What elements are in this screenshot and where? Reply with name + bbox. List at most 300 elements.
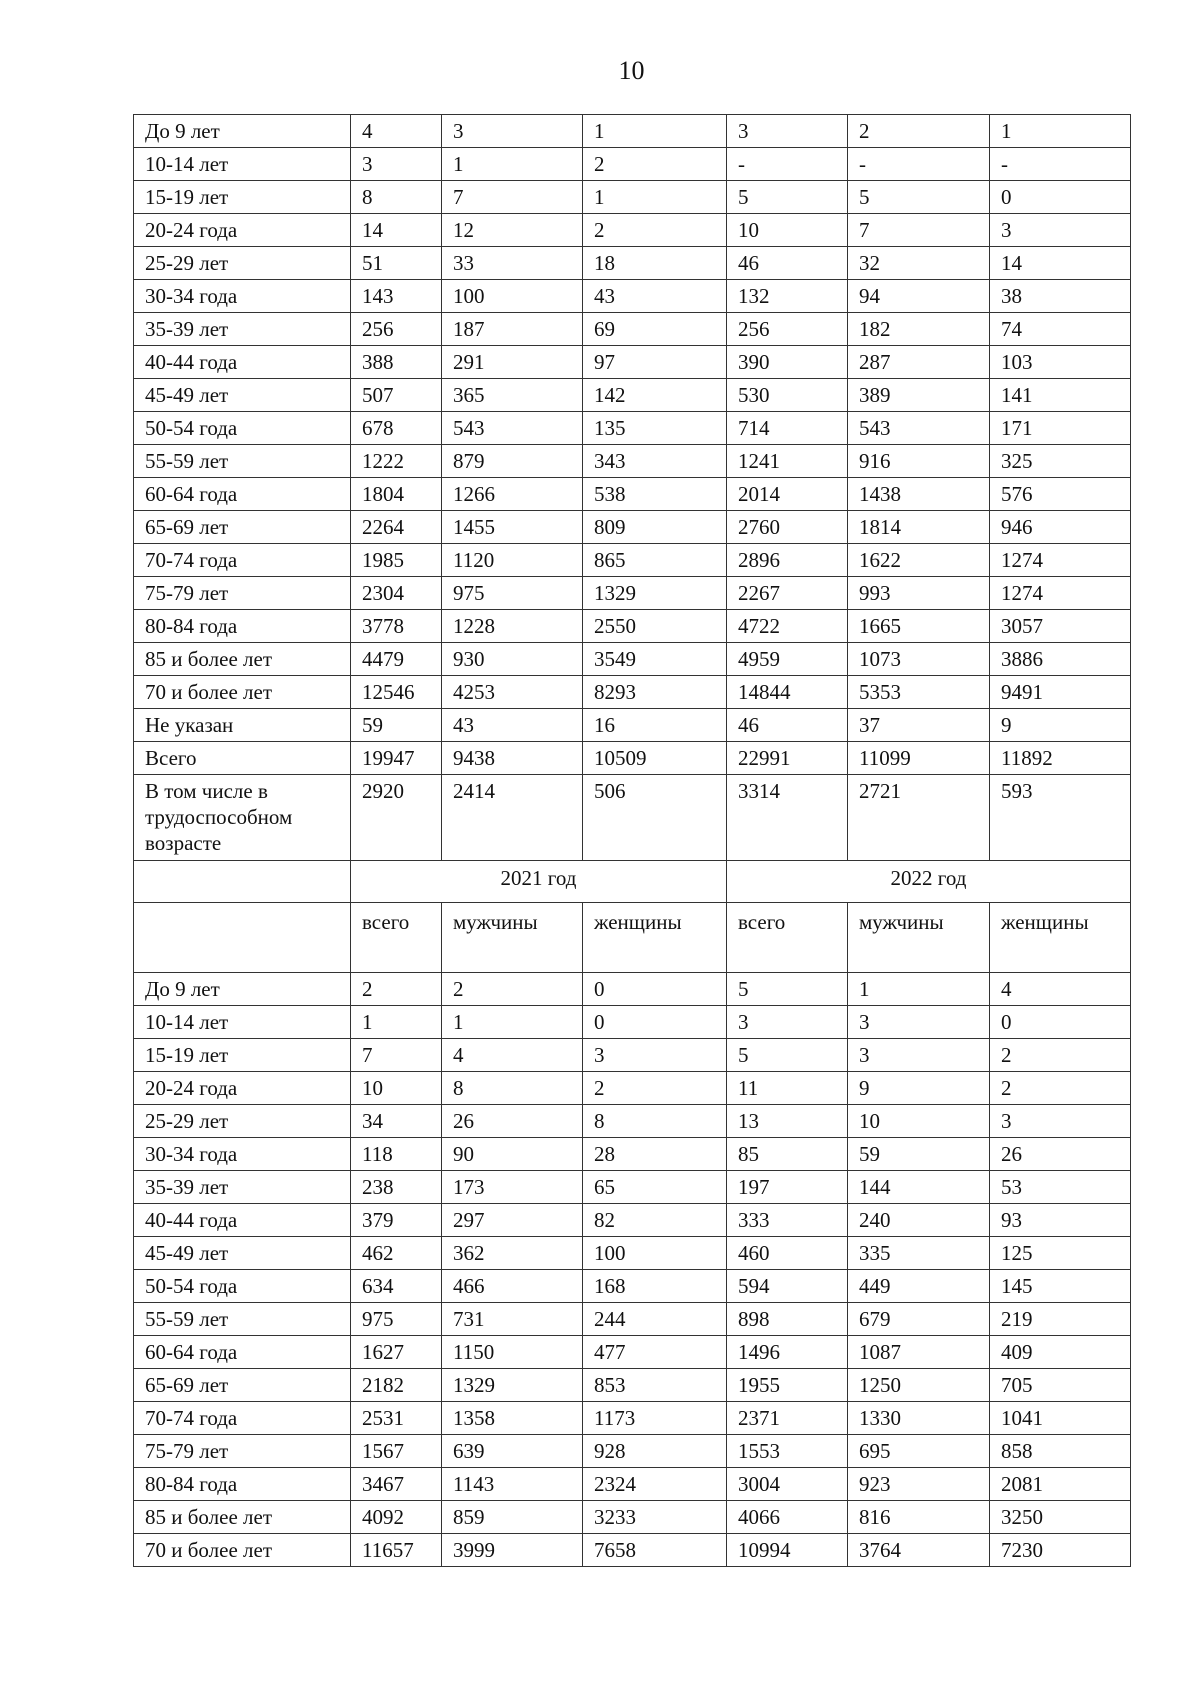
table-row	[134, 478, 1131, 511]
cell-value: 5	[727, 1039, 848, 1072]
cell-value: 1553	[727, 1435, 848, 1468]
cell-value: 10509	[583, 742, 727, 775]
cell-value: 2081	[990, 1468, 1131, 1501]
table-row	[134, 511, 1131, 544]
year-header-2021: 2021 год	[351, 861, 727, 903]
year-header-row	[134, 861, 1131, 903]
cell-value: 916	[848, 445, 990, 478]
cell-value: 12546	[351, 676, 442, 709]
row-label: 75-79 лет	[134, 1435, 351, 1468]
cell-value: 38	[990, 280, 1131, 313]
cell-value: 1120	[442, 544, 583, 577]
cell-value: 34	[351, 1105, 442, 1138]
cell-value: 4066	[727, 1501, 848, 1534]
row-label: 55-59 лет	[134, 445, 351, 478]
cell-value: 678	[351, 412, 442, 445]
cell-value: 240	[848, 1204, 990, 1237]
page-number: 10	[618, 56, 645, 85]
cell-value: 5	[727, 973, 848, 1006]
cell-value: 59	[351, 709, 442, 742]
cell-value: 389	[848, 379, 990, 412]
cell-value: 1087	[848, 1336, 990, 1369]
row-label: 20-24 года	[134, 1072, 351, 1105]
cell-value: 2	[351, 973, 442, 1006]
row-label: 20-24 года	[134, 214, 351, 247]
cell-value: 705	[990, 1369, 1131, 1402]
cell-value: 4479	[351, 643, 442, 676]
cell-value: 594	[727, 1270, 848, 1303]
cell-value: 4959	[727, 643, 848, 676]
subheader-total: всего	[727, 903, 848, 973]
cell-value: 460	[727, 1237, 848, 1270]
cell-value: 219	[990, 1303, 1131, 1336]
cell-value: 1358	[442, 1402, 583, 1435]
cell-value: 2014	[727, 478, 848, 511]
row-label-line: трудоспособном	[145, 805, 293, 829]
cell-value: 11	[727, 1072, 848, 1105]
table-row-working-age	[134, 775, 1131, 861]
cell-value: 4722	[727, 610, 848, 643]
row-label: До 9 лет	[134, 973, 351, 1006]
row-label: 65-69 лет	[134, 511, 351, 544]
cell-value: 1173	[583, 1402, 727, 1435]
cell-value: 10994	[727, 1534, 848, 1567]
cell-value: 33	[442, 247, 583, 280]
cell-value: 26	[990, 1138, 1131, 1171]
cell-value: 477	[583, 1336, 727, 1369]
cell-value: 3	[848, 1039, 990, 1072]
subheader-men: мужчины	[848, 903, 990, 973]
table-row	[134, 1072, 1131, 1105]
cell-value: 291	[442, 346, 583, 379]
row-label: 60-64 года	[134, 1336, 351, 1369]
row-label: Всего	[134, 742, 351, 775]
cell-value: 2	[990, 1039, 1131, 1072]
cell-value: 1627	[351, 1336, 442, 1369]
cell-value: 714	[727, 412, 848, 445]
cell-value: 256	[351, 313, 442, 346]
row-label: 80-84 года	[134, 610, 351, 643]
cell-value: 859	[442, 1501, 583, 1534]
cell-value: 10	[351, 1072, 442, 1105]
cell-value: 362	[442, 1237, 583, 1270]
cell-value: 695	[848, 1435, 990, 1468]
cell-value: 125	[990, 1237, 1131, 1270]
table-row	[134, 577, 1131, 610]
cell-value: 168	[583, 1270, 727, 1303]
row-label: 55-59 лет	[134, 1303, 351, 1336]
cell-value: 1804	[351, 478, 442, 511]
cell-value: 388	[351, 346, 442, 379]
cell-value: 142	[583, 379, 727, 412]
cell-value: 4	[442, 1039, 583, 1072]
table-row	[134, 1138, 1131, 1171]
cell-value: 53	[990, 1171, 1131, 1204]
cell-value: 135	[583, 412, 727, 445]
cell-value: 1222	[351, 445, 442, 478]
cell-value: 930	[442, 643, 583, 676]
cell-value: 2324	[583, 1468, 727, 1501]
cell-value: 593	[990, 775, 1131, 861]
cell-value: 8	[351, 181, 442, 214]
cell-value: 141	[990, 379, 1131, 412]
cell-value: 1329	[442, 1369, 583, 1402]
cell-value: 297	[442, 1204, 583, 1237]
cell-value: 2	[583, 148, 727, 181]
cell-value: 1955	[727, 1369, 848, 1402]
row-label-line: возрасте	[145, 831, 222, 855]
table-row	[134, 1402, 1131, 1435]
cell-value: 3057	[990, 610, 1131, 643]
table-row	[134, 709, 1131, 742]
row-label: 35-39 лет	[134, 1171, 351, 1204]
cell-value: 1143	[442, 1468, 583, 1501]
table-row	[134, 610, 1131, 643]
row-label: 70 и более лет	[134, 676, 351, 709]
cell-value: -	[727, 148, 848, 181]
cell-value: 7230	[990, 1534, 1131, 1567]
cell-value: -	[990, 148, 1131, 181]
cell-value: 173	[442, 1171, 583, 1204]
cell-value: 731	[442, 1303, 583, 1336]
cell-value: 11099	[848, 742, 990, 775]
cell-value: 390	[727, 346, 848, 379]
row-label: 80-84 года	[134, 1468, 351, 1501]
cell-value: 238	[351, 1171, 442, 1204]
cell-value: 1041	[990, 1402, 1131, 1435]
cell-value: 9438	[442, 742, 583, 775]
row-label: 40-44 года	[134, 346, 351, 379]
cell-value: 333	[727, 1204, 848, 1237]
cell-value: 1567	[351, 1435, 442, 1468]
cell-value: 3	[583, 1039, 727, 1072]
row-label: 40-44 года	[134, 1204, 351, 1237]
cell-value: 1	[442, 1006, 583, 1039]
cell-value: 7	[848, 214, 990, 247]
row-label: 60-64 года	[134, 478, 351, 511]
working-age-section	[134, 775, 1131, 861]
cell-value: 9491	[990, 676, 1131, 709]
cell-value: 0	[990, 1006, 1131, 1039]
cell-value: 187	[442, 313, 583, 346]
cell-value: 2	[442, 973, 583, 1006]
year-header-2022: 2022 год	[727, 861, 1131, 903]
row-label: 65-69 лет	[134, 1369, 351, 1402]
cell-value: 143	[351, 280, 442, 313]
cell-value: 1228	[442, 610, 583, 643]
table-row	[134, 115, 1131, 148]
cell-value: 993	[848, 577, 990, 610]
cell-value: 3	[727, 1006, 848, 1039]
table-section-2021-2022	[134, 973, 1131, 1567]
cell-value: 639	[442, 1435, 583, 1468]
table-row	[134, 181, 1131, 214]
cell-value: 928	[583, 1435, 727, 1468]
cell-value: 3	[848, 1006, 990, 1039]
cell-value: 2	[848, 115, 990, 148]
row-label: 30-34 года	[134, 280, 351, 313]
cell-value: 11657	[351, 1534, 442, 1567]
cell-value: 82	[583, 1204, 727, 1237]
row-label: 85 и более лет	[134, 643, 351, 676]
cell-value: 7658	[583, 1534, 727, 1567]
table-row	[134, 676, 1131, 709]
row-label: 70-74 года	[134, 544, 351, 577]
cell-value: 103	[990, 346, 1131, 379]
cell-value: 51	[351, 247, 442, 280]
cell-value: 2760	[727, 511, 848, 544]
cell-value: 4	[351, 115, 442, 148]
cell-value: 2182	[351, 1369, 442, 1402]
cell-value: 946	[990, 511, 1131, 544]
cell-value: 507	[351, 379, 442, 412]
cell-value: 3314	[727, 775, 848, 861]
cell-value: 7	[351, 1039, 442, 1072]
cell-value: 85	[727, 1138, 848, 1171]
cell-value: 14	[351, 214, 442, 247]
row-label: 30-34 года	[134, 1138, 351, 1171]
cell-value: 506	[583, 775, 727, 861]
cell-value: 530	[727, 379, 848, 412]
row-label: 75-79 лет	[134, 577, 351, 610]
cell-value: 2920	[351, 775, 442, 861]
cell-value: 11892	[990, 742, 1131, 775]
cell-value: 543	[848, 412, 990, 445]
row-label: 70-74 года	[134, 1402, 351, 1435]
cell-value: 144	[848, 1171, 990, 1204]
cell-value: 197	[727, 1171, 848, 1204]
cell-value: 2550	[583, 610, 727, 643]
cell-value: 634	[351, 1270, 442, 1303]
subheader-women: женщины	[583, 903, 727, 973]
cell-value: 543	[442, 412, 583, 445]
cell-value: 3	[351, 148, 442, 181]
cell-value: 244	[583, 1303, 727, 1336]
empty-header-cell	[134, 861, 351, 903]
row-label	[134, 775, 351, 861]
cell-value: 975	[351, 1303, 442, 1336]
cell-value: 1	[442, 148, 583, 181]
cell-value: 4	[990, 973, 1131, 1006]
cell-value: 809	[583, 511, 727, 544]
cell-value: 5353	[848, 676, 990, 709]
cell-value: 9	[990, 709, 1131, 742]
cell-value: 1	[990, 115, 1131, 148]
cell-value: 16	[583, 709, 727, 742]
cell-value: 1814	[848, 511, 990, 544]
cell-value: 1250	[848, 1369, 990, 1402]
cell-value: 46	[727, 709, 848, 742]
cell-value: 287	[848, 346, 990, 379]
table-row	[134, 1105, 1131, 1138]
table-row	[134, 643, 1131, 676]
cell-value: 409	[990, 1336, 1131, 1369]
row-label: 45-49 лет	[134, 1237, 351, 1270]
cell-value: 816	[848, 1501, 990, 1534]
cell-value: 365	[442, 379, 583, 412]
cell-value: 43	[583, 280, 727, 313]
cell-value: 13	[727, 1105, 848, 1138]
table-row	[134, 379, 1131, 412]
cell-value: 858	[990, 1435, 1131, 1468]
cell-value: 1985	[351, 544, 442, 577]
cell-value: 0	[990, 181, 1131, 214]
table-row	[134, 412, 1131, 445]
cell-value: 3764	[848, 1534, 990, 1567]
cell-value: 2721	[848, 775, 990, 861]
table-row	[134, 1270, 1131, 1303]
cell-value: 335	[848, 1237, 990, 1270]
cell-value: 1	[848, 973, 990, 1006]
cell-value: 379	[351, 1204, 442, 1237]
cell-value: 32	[848, 247, 990, 280]
row-label: 10-14 лет	[134, 1006, 351, 1039]
row-label: 25-29 лет	[134, 1105, 351, 1138]
row-label: 10-14 лет	[134, 148, 351, 181]
cell-value: 1665	[848, 610, 990, 643]
cell-value: 94	[848, 280, 990, 313]
cell-value: 865	[583, 544, 727, 577]
cell-value: 74	[990, 313, 1131, 346]
table-section-previous-years	[134, 115, 1131, 775]
cell-value: 14	[990, 247, 1131, 280]
cell-value: 28	[583, 1138, 727, 1171]
cell-value: 1438	[848, 478, 990, 511]
cell-value: 256	[727, 313, 848, 346]
cell-value: 12	[442, 214, 583, 247]
cell-value: 8	[583, 1105, 727, 1138]
row-label: 45-49 лет	[134, 379, 351, 412]
cell-value: 132	[727, 280, 848, 313]
cell-value: 100	[583, 1237, 727, 1270]
table-row	[134, 1204, 1131, 1237]
table-row	[134, 1534, 1131, 1567]
cell-value: 65	[583, 1171, 727, 1204]
cell-value: 59	[848, 1138, 990, 1171]
row-label-line: В том числе в	[145, 779, 268, 803]
cell-value: 3999	[442, 1534, 583, 1567]
cell-value: 4253	[442, 676, 583, 709]
cell-value: 100	[442, 280, 583, 313]
table-row	[134, 1006, 1131, 1039]
row-label: До 9 лет	[134, 115, 351, 148]
cell-value: 2896	[727, 544, 848, 577]
cell-value: 3233	[583, 1501, 727, 1534]
subheader-women: женщины	[990, 903, 1131, 973]
cell-value: 171	[990, 412, 1131, 445]
cell-value: 3	[990, 214, 1131, 247]
cell-value: 1266	[442, 478, 583, 511]
cell-value: 5	[848, 181, 990, 214]
cell-value: 923	[848, 1468, 990, 1501]
cell-value: 26	[442, 1105, 583, 1138]
table-row	[134, 1303, 1131, 1336]
table-row	[134, 544, 1131, 577]
cell-value: 1330	[848, 1402, 990, 1435]
table-row	[134, 247, 1131, 280]
cell-value: 1	[583, 115, 727, 148]
cell-value: 466	[442, 1270, 583, 1303]
table-row	[134, 280, 1131, 313]
cell-value: 679	[848, 1303, 990, 1336]
table-row	[134, 1039, 1131, 1072]
table-row	[134, 1468, 1131, 1501]
cell-value: 18	[583, 247, 727, 280]
cell-value: 2304	[351, 577, 442, 610]
cell-value: 43	[442, 709, 583, 742]
row-label: 15-19 лет	[134, 181, 351, 214]
cell-value: 22991	[727, 742, 848, 775]
cell-value: 1496	[727, 1336, 848, 1369]
cell-value: 3467	[351, 1468, 442, 1501]
row-label: 50-54 года	[134, 1270, 351, 1303]
cell-value: 1274	[990, 577, 1131, 610]
cell-value: 2267	[727, 577, 848, 610]
cell-value: 3549	[583, 643, 727, 676]
table-row	[134, 445, 1131, 478]
row-label: 50-54 года	[134, 412, 351, 445]
cell-value: 2	[583, 214, 727, 247]
cell-value: 898	[727, 1303, 848, 1336]
table-row	[134, 742, 1131, 775]
cell-value: 69	[583, 313, 727, 346]
cell-value: 1241	[727, 445, 848, 478]
cell-value: 118	[351, 1138, 442, 1171]
row-label: 70 и более лет	[134, 1534, 351, 1567]
cell-value: 3778	[351, 610, 442, 643]
cell-value: 182	[848, 313, 990, 346]
subheader-row	[134, 903, 1131, 973]
cell-value: -	[848, 148, 990, 181]
cell-value: 2264	[351, 511, 442, 544]
cell-value: 576	[990, 478, 1131, 511]
cell-value: 37	[848, 709, 990, 742]
table-row	[134, 1435, 1131, 1468]
cell-value: 5	[727, 181, 848, 214]
cell-value: 90	[442, 1138, 583, 1171]
table-row	[134, 313, 1131, 346]
cell-value: 8	[442, 1072, 583, 1105]
cell-value: 1622	[848, 544, 990, 577]
cell-value: 1150	[442, 1336, 583, 1369]
cell-value: 10	[848, 1105, 990, 1138]
table-row	[134, 214, 1131, 247]
table-row	[134, 148, 1131, 181]
cell-value: 2414	[442, 775, 583, 861]
cell-value: 2	[990, 1072, 1131, 1105]
cell-value: 3	[442, 115, 583, 148]
empty-header-cell	[134, 903, 351, 973]
cell-value: 3004	[727, 1468, 848, 1501]
cell-value: 2531	[351, 1402, 442, 1435]
cell-value: 343	[583, 445, 727, 478]
cell-value: 1	[583, 181, 727, 214]
row-label: Не указан	[134, 709, 351, 742]
cell-value: 10	[727, 214, 848, 247]
cell-value: 1455	[442, 511, 583, 544]
row-label: 85 и более лет	[134, 1501, 351, 1534]
cell-value: 7	[442, 181, 583, 214]
table-row	[134, 973, 1131, 1006]
cell-value: 0	[583, 973, 727, 1006]
cell-value: 97	[583, 346, 727, 379]
subheader-total: всего	[351, 903, 442, 973]
cell-value: 538	[583, 478, 727, 511]
cell-value: 0	[583, 1006, 727, 1039]
cell-value: 462	[351, 1237, 442, 1270]
cell-value: 93	[990, 1204, 1131, 1237]
cell-value: 853	[583, 1369, 727, 1402]
